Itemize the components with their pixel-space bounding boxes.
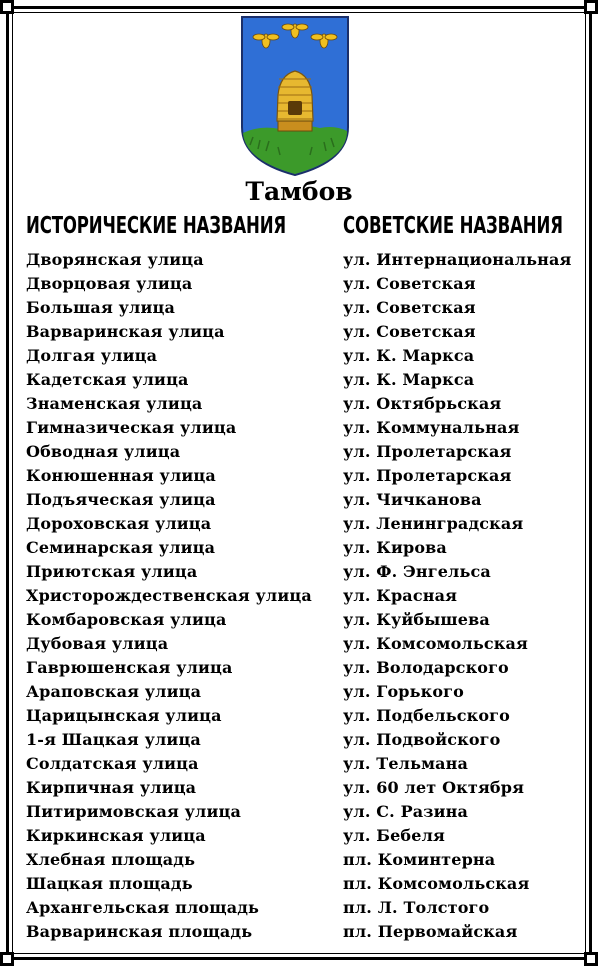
soviet-name: ул. Тельмана (343, 754, 469, 773)
soviet-name: ул. Интернациональная (343, 250, 572, 269)
historical-name: Подъяческая улица (26, 490, 216, 509)
historical-name: Солдатская улица (26, 754, 199, 773)
soviet-name: ул. Советская (343, 274, 476, 293)
soviet-name: ул. Пролетарская (343, 442, 512, 461)
soviet-name: ул. Пролетарская (343, 466, 512, 485)
corner-ornament (0, 952, 14, 966)
historical-name: Варваринская площадь (26, 922, 253, 941)
historical-name: Семинарская улица (26, 538, 216, 557)
historical-name: Хлебная площадь (26, 850, 196, 869)
historical-name: Шацкая площадь (26, 874, 193, 893)
soviet-name: пл. Комсомольская (343, 874, 530, 893)
historical-name: Варваринская улица (26, 322, 225, 341)
soviet-names-list (343, 248, 571, 944)
historical-name: Конюшенная улица (26, 466, 216, 485)
soviet-name: ул. Бебеля (343, 826, 445, 845)
historical-names-header: ИСТОРИЧЕСКИЕ НАЗВАНИЯ (26, 213, 287, 239)
soviet-name: ул. Подвойского (343, 730, 501, 749)
historical-name: Знаменская улица (26, 394, 203, 413)
soviet-name: ул. 60 лет Октября (343, 778, 525, 797)
soviet-name: ул. Кирова (343, 538, 447, 557)
historical-name: Питиримовская улица (26, 802, 241, 821)
soviet-name: ул. К. Маркса (343, 370, 475, 389)
soviet-name: ул. Ленинградская (343, 514, 524, 533)
soviet-name: ул. Красная (343, 586, 458, 605)
tambov-coat-of-arms-icon (240, 15, 350, 177)
soviet-name: ул. Подбельского (343, 706, 510, 725)
historical-name: Комбаровская улица (26, 610, 227, 629)
soviet-name: пл. Коминтерна (343, 850, 496, 869)
historical-names-list (26, 248, 312, 944)
soviet-name: ул. Коммунальная (343, 418, 520, 437)
soviet-names-header: СОВЕТСКИЕ НАЗВАНИЯ (343, 213, 563, 239)
historical-name: Долгая улица (26, 346, 158, 365)
historical-name: Дворцовая улица (26, 274, 193, 293)
historical-name: Киркинская улица (26, 826, 206, 845)
historical-name: 1-я Шацкая улица (26, 730, 201, 749)
soviet-name: ул. Володарского (343, 658, 509, 677)
soviet-name: ул. Советская (343, 322, 476, 341)
historical-name: Архангельская площадь (26, 898, 260, 917)
soviet-name: ул. С. Разина (343, 802, 469, 821)
historical-name: Гаврюшенская улица (26, 658, 233, 677)
historical-name: Араповская улица (26, 682, 202, 701)
soviet-name: ул. Комсомольская (343, 634, 528, 653)
corner-ornament (0, 0, 14, 14)
historical-name: Дороховская улица (26, 514, 212, 533)
soviet-name: ул. К. Маркса (343, 346, 475, 365)
historical-name: Гимназическая улица (26, 418, 237, 437)
historical-name: Большая улица (26, 298, 175, 317)
historical-name: Обводная улица (26, 442, 181, 461)
historical-name: Дворянская улица (26, 250, 204, 269)
corner-ornament (584, 952, 598, 966)
soviet-name: пл. Первомайская (343, 922, 518, 941)
soviet-name: ул. Куйбышева (343, 610, 490, 629)
soviet-name: ул. Ф. Энгельса (343, 562, 491, 581)
soviet-name: ул. Горького (343, 682, 464, 701)
historical-name: Кирпичная улица (26, 778, 197, 797)
historical-name: Дубовая улица (26, 634, 169, 653)
historical-name: Царицынская улица (26, 706, 222, 725)
historical-name: Кадетская улица (26, 370, 189, 389)
soviet-name: ул. Октябрьская (343, 394, 502, 413)
historical-name: Приютская улица (26, 562, 198, 581)
historical-name: Христорождественская улица (26, 586, 312, 605)
soviet-name: ул. Чичканова (343, 490, 482, 509)
corner-ornament (584, 0, 598, 14)
page-title: Тамбов (245, 177, 353, 206)
soviet-name: пл. Л. Толстого (343, 898, 490, 917)
soviet-name: ул. Советская (343, 298, 476, 317)
